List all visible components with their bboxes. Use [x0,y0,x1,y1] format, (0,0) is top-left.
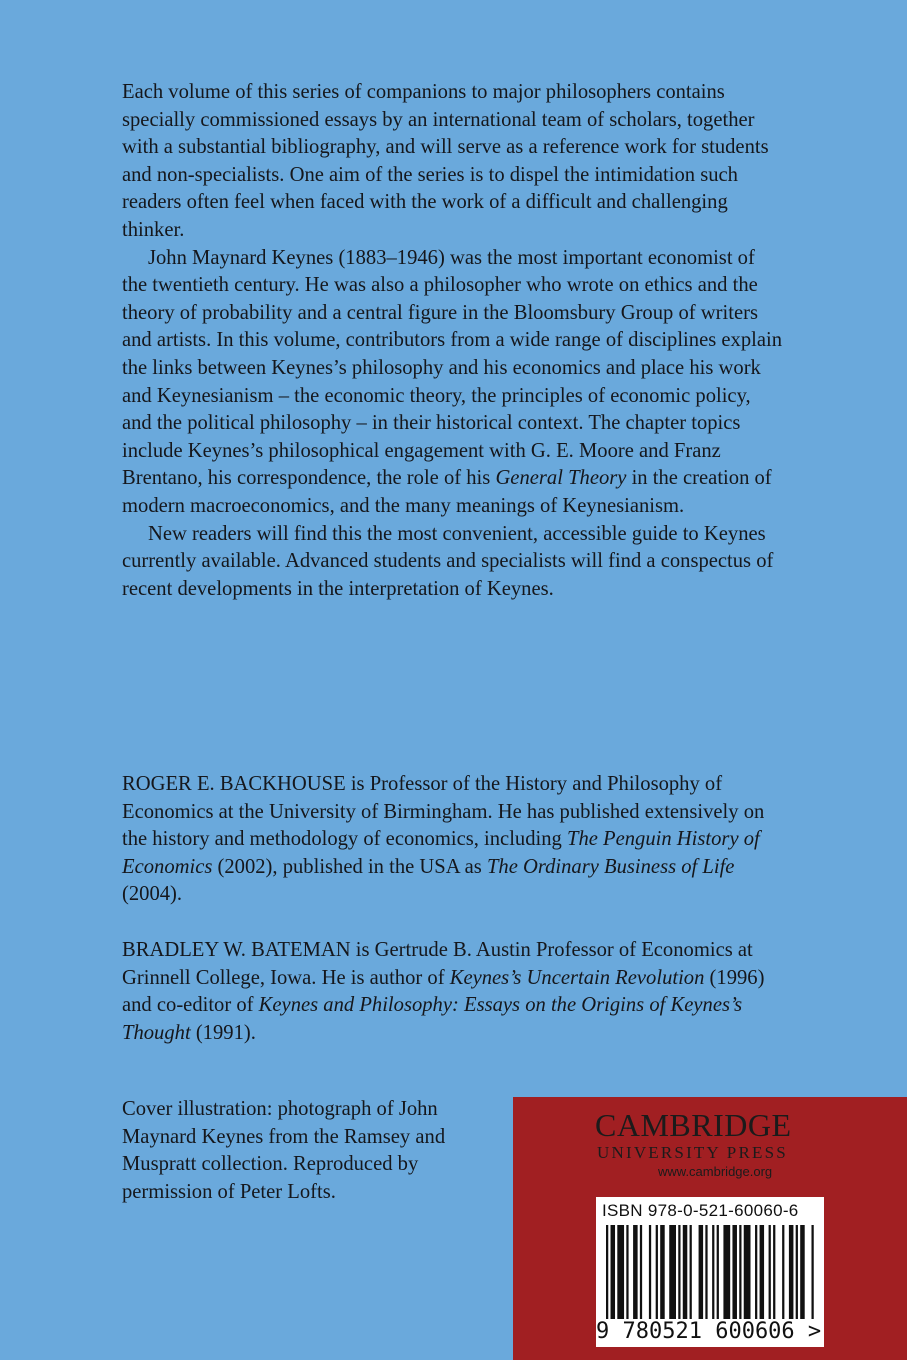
blurb [122,79,782,603]
bio-bateman-part2: (1996) and co-editor of [122,966,765,1017]
bio-bateman-text [122,937,782,1047]
general-theory-title: General Theory [495,467,627,490]
barcode-label [596,1197,824,1347]
blurb-paragraph-2-text: John Maynard Keynes (1883–1946) was the most important economist of the twentieth century. He was also a philosopher who wrote on ethics and the theory of probability and a central figure in the Bloomsbury Group of writers and artists. In this volume, contributors from a wide range of disciplines explain the links between Keynes’s philosophy and his economics and place his work and Keynesianism – the economic theory, the principles of economic policy, and the political philosophy – in their historical context. The chapter topics include Keynes’s philosophical engagement with G. E. Moore and Franz Brentano, his correspondence, the role of his [122,246,782,490]
barcode-icon [606,1225,816,1319]
author-bio-bateman [122,937,782,1047]
bio-backhouse-text [122,771,782,909]
bio-backhouse-part3: (2004). [122,883,183,906]
publisher-url: www.cambridge.org [658,1164,773,1179]
bio-backhouse-part2: (2002), published in the USA as [212,855,487,878]
bio-backhouse-book2: The Ordinary Business of Life [486,855,735,878]
bio-bateman-book1: Keynes’s Uncertain Revolution [449,966,705,989]
bio-backhouse-part1: ROGER E. BACKHOUSE is Professor of the History and Philosophy of Economics at the University of Birmingham. He has published extensively on the history and methodology of economics, including [122,773,765,851]
blurb-paragraph-2 [122,245,782,521]
bio-backhouse-book1: The Penguin History of Economics [122,828,760,878]
publisher-panel [513,1097,907,1360]
isbn-text: ISBN 978-0-521-60060-6 [602,1201,799,1220]
publisher-subtitle: UNIVERSITY PRESS [597,1143,788,1162]
blurb-paragraph-3: New readers will find this the most convenient, accessible guide to Keynes currently available. Advanced students and specialists will find a conspectus of recent developments in the interpretation of Keynes. [122,522,774,600]
bio-bateman-book2: Keynes and Philosophy: Essays on the Origins of Keynes’s Thought [122,994,743,1044]
author-bio-backhouse [122,771,782,909]
publisher-name: CAMBRIDGE [595,1107,792,1143]
blurb-paragraph-2-end: in the creation of modern macroeconomics, and the many meanings of Keynesianism. [122,467,772,517]
cover-illustration-credit: Cover illustration: photograph of John Maynard Keynes from the Ramsey and Muspratt collection. Reproduced by permission of Peter Lofts. [122,1098,446,1203]
bio-bateman-part3: (1991). [190,1021,256,1044]
barcode-digits: 9 780521 600606 > [596,1319,822,1344]
bio-bateman-part1: BRADLEY W. BATEMAN is Gertrude B. Austin Professor of Economics at Grinnell College, Iowa. He is author of [122,939,753,989]
blurb-paragraph-1: Each volume of this series of companions to major philosophers contains specially commissioned essays by an international team of scholars, together with a substantial bibliography, and will serve as a reference work for students and non-specialists. One aim of the series is to dispel the intimidation such readers often feel when faced with the work of a difficult and challenging thinker. [122,81,769,241]
